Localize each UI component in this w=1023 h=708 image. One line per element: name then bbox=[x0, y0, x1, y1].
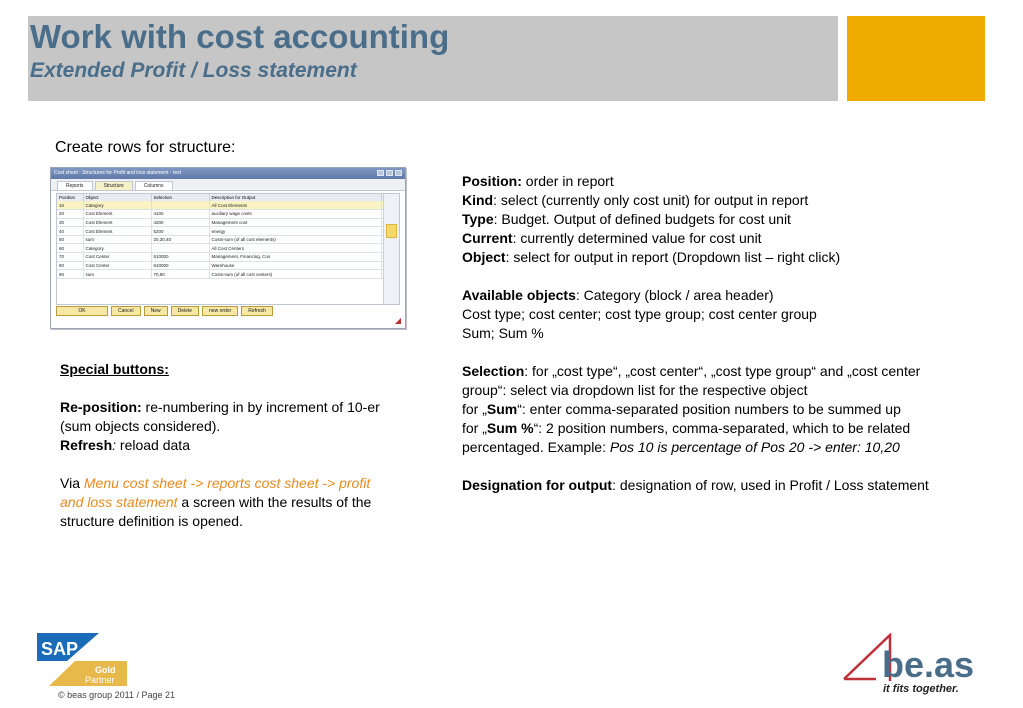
column-header-object: Object bbox=[83, 194, 151, 201]
current-text: : currently determined value for cost unit bbox=[512, 230, 762, 246]
reposition-label: Re-position: bbox=[60, 399, 142, 415]
available-objects-label: Available objects bbox=[462, 287, 576, 303]
dialog-title: Cost sheet : Structures for Profit and loss statement - test bbox=[54, 170, 181, 176]
close-icon[interactable] bbox=[395, 170, 402, 176]
cell-selection[interactable]: 20,30,40 bbox=[151, 235, 209, 244]
kind-label: Kind bbox=[462, 192, 494, 208]
refresh-label: Refresh bbox=[60, 437, 113, 453]
cell-description[interactable]: Costs-sum (of all cost centers) bbox=[209, 270, 381, 279]
cell-object[interactable]: Category bbox=[83, 201, 151, 210]
type-label: Type bbox=[462, 211, 494, 227]
cell-position[interactable]: 20 bbox=[57, 210, 83, 219]
table-row[interactable] bbox=[57, 227, 397, 236]
cost-sheet-dialog bbox=[50, 167, 406, 329]
sum-percent-example: Pos 10 is percentage of Pos 20 -> enter: 10,20 bbox=[609, 439, 900, 455]
header-accent-block bbox=[847, 16, 985, 101]
cell-description[interactable]: Management, Financing, Cos bbox=[209, 253, 381, 262]
column-header-selection: Selection bbox=[151, 194, 209, 201]
minimize-icon[interactable] bbox=[377, 170, 384, 176]
available-objects-line2: Cost type; cost center; cost type group; cost center group bbox=[462, 306, 817, 322]
table-row[interactable] bbox=[57, 253, 397, 262]
reposition-text: re-numbering in by increment of 10-er (sum objects considered). bbox=[60, 399, 380, 434]
menu-path-link: Menu cost sheet -> reports cost sheet -> profit and loss statement bbox=[60, 475, 371, 510]
sum-prefix: for „ bbox=[462, 401, 487, 417]
grid-header-row bbox=[57, 194, 397, 201]
sap-logo-text: SAP bbox=[41, 639, 79, 659]
intro-text: Create rows for structure: bbox=[55, 139, 236, 156]
scrollbar-thumb[interactable] bbox=[386, 224, 397, 238]
column-header-position: Position bbox=[57, 194, 83, 201]
cell-selection[interactable]: 610000 bbox=[151, 261, 209, 270]
cell-description[interactable]: Warehouse bbox=[209, 261, 381, 270]
available-objects-text: : Category (block / area header) bbox=[575, 287, 774, 303]
table-row[interactable] bbox=[57, 261, 397, 270]
tab-reports[interactable]: Reports bbox=[57, 181, 93, 190]
structure-grid bbox=[56, 193, 400, 305]
table-row[interactable] bbox=[57, 201, 397, 210]
cell-selection[interactable]: 4200 bbox=[151, 218, 209, 227]
sap-badge-partner: Partner bbox=[85, 675, 115, 685]
cell-description[interactable]: auxiliary wage costs bbox=[209, 210, 381, 219]
cell-selection[interactable]: 70,80 bbox=[151, 270, 209, 279]
current-label: Current bbox=[462, 230, 513, 246]
cell-position[interactable]: 90 bbox=[57, 270, 83, 279]
cell-position[interactable]: 10 bbox=[57, 201, 83, 210]
sum-text: “: enter comma-separated position numbers to be summed up bbox=[517, 401, 901, 417]
cell-description[interactable]: Management cost bbox=[209, 218, 381, 227]
selection-text: : for „cost type“, „cost center“, „cost type group“ and „cost center group“: select via dropdown list for the respective object bbox=[462, 363, 921, 398]
cell-position[interactable]: 70 bbox=[57, 253, 83, 262]
via-suffix: a screen with the results of the structure definition is opened. bbox=[60, 494, 372, 529]
sap-gold-partner-logo bbox=[37, 633, 127, 686]
sum-percent-prefix: for „ bbox=[462, 420, 487, 436]
cell-object[interactable]: Cost Center bbox=[83, 261, 151, 270]
selection-label: Selection bbox=[462, 363, 525, 379]
type-text: : Budget. Output of defined budgets for cost unit bbox=[493, 211, 791, 227]
dialog-button-row bbox=[56, 306, 273, 316]
sum-percent-text: “: 2 position numbers, comma-separated, which to be related percentaged. Example: bbox=[462, 420, 911, 455]
table-row[interactable] bbox=[57, 244, 397, 253]
table-row[interactable] bbox=[57, 235, 397, 244]
table-row[interactable] bbox=[57, 270, 397, 279]
column-header-description: Description for Output bbox=[209, 194, 381, 201]
page-title: Work with cost accounting bbox=[30, 18, 450, 55]
window-controls bbox=[377, 170, 402, 176]
ok-button[interactable]: OK bbox=[56, 306, 108, 316]
cell-object[interactable]: sum bbox=[83, 270, 151, 279]
designation-text: : designation of row, used in Profit / Loss statement bbox=[612, 477, 929, 493]
position-text: order in report bbox=[521, 173, 614, 189]
tab-columns[interactable]: Columns bbox=[135, 181, 173, 190]
sum-percent-label: Sum % bbox=[486, 420, 534, 436]
cell-position[interactable]: 60 bbox=[57, 244, 83, 253]
delete-button[interactable]: Delete bbox=[171, 306, 199, 316]
cell-description[interactable]: All Cost Elements bbox=[209, 201, 381, 210]
cell-object[interactable]: sum bbox=[83, 235, 151, 244]
grid-scrollbar[interactable] bbox=[383, 194, 399, 304]
kind-text: : select (currently only cost unit) for output in report bbox=[493, 192, 809, 208]
table-row[interactable] bbox=[57, 218, 397, 227]
cell-position[interactable]: 30 bbox=[57, 218, 83, 227]
field-descriptions bbox=[462, 172, 962, 495]
available-objects-line3: Sum; Sum % bbox=[462, 325, 544, 341]
beas-logo-text: be.as bbox=[882, 644, 975, 685]
via-prefix: Via bbox=[60, 475, 84, 491]
refresh-button[interactable]: Refresh bbox=[241, 306, 273, 316]
cell-position[interactable]: 50 bbox=[57, 235, 83, 244]
new-order-button[interactable]: new order bbox=[202, 306, 238, 316]
tab-structure[interactable]: Structure bbox=[95, 181, 133, 190]
dialog-tabs bbox=[51, 179, 405, 191]
table-row[interactable] bbox=[57, 210, 397, 219]
cell-selection[interactable] bbox=[151, 244, 209, 253]
maximize-icon[interactable] bbox=[386, 170, 393, 176]
copyright-footer: © beas group 2011 / Page 21 bbox=[58, 690, 176, 700]
new-button[interactable]: New bbox=[144, 306, 168, 316]
cell-position[interactable]: 40 bbox=[57, 227, 83, 236]
beas-tagline: it fits together. bbox=[883, 683, 959, 695]
cell-position[interactable]: 80 bbox=[57, 261, 83, 270]
resize-grip-icon[interactable]: ◢ bbox=[394, 316, 401, 325]
cell-selection[interactable] bbox=[151, 201, 209, 210]
dialog-title-bar bbox=[51, 168, 405, 179]
position-label: Position: bbox=[462, 173, 522, 189]
special-buttons-heading: Special buttons: bbox=[60, 361, 169, 377]
refresh-colon: : bbox=[112, 437, 117, 453]
designation-label: Designation for output bbox=[462, 477, 613, 493]
page-subtitle: Extended Profit / Loss statement bbox=[30, 59, 357, 82]
cell-selection[interactable]: 4100 bbox=[151, 210, 209, 219]
cell-selection[interactable]: 510000 bbox=[151, 253, 209, 262]
cell-description[interactable]: energy bbox=[209, 227, 381, 236]
object-label: Object bbox=[462, 249, 506, 265]
cell-object[interactable]: Cost Center bbox=[83, 253, 151, 262]
refresh-text: reload data bbox=[116, 437, 190, 453]
object-text: : select for output in report (Dropdown list – right click) bbox=[505, 249, 841, 265]
cell-description[interactable]: Costs-sum (of all cost elements) bbox=[209, 235, 381, 244]
sum-label: Sum bbox=[486, 401, 518, 417]
sap-badge-gold: Gold bbox=[95, 665, 116, 675]
cell-object[interactable]: Cost Element bbox=[83, 227, 151, 236]
cell-selection[interactable]: 5200 bbox=[151, 227, 209, 236]
cell-description[interactable]: All Cost Centers bbox=[209, 244, 381, 253]
cell-object[interactable]: Cost Element bbox=[83, 210, 151, 219]
cancel-button[interactable]: Cancel bbox=[111, 306, 141, 316]
cell-object[interactable]: Category bbox=[83, 244, 151, 253]
special-buttons-notes bbox=[60, 360, 390, 531]
cell-object[interactable]: Cost Element bbox=[83, 218, 151, 227]
